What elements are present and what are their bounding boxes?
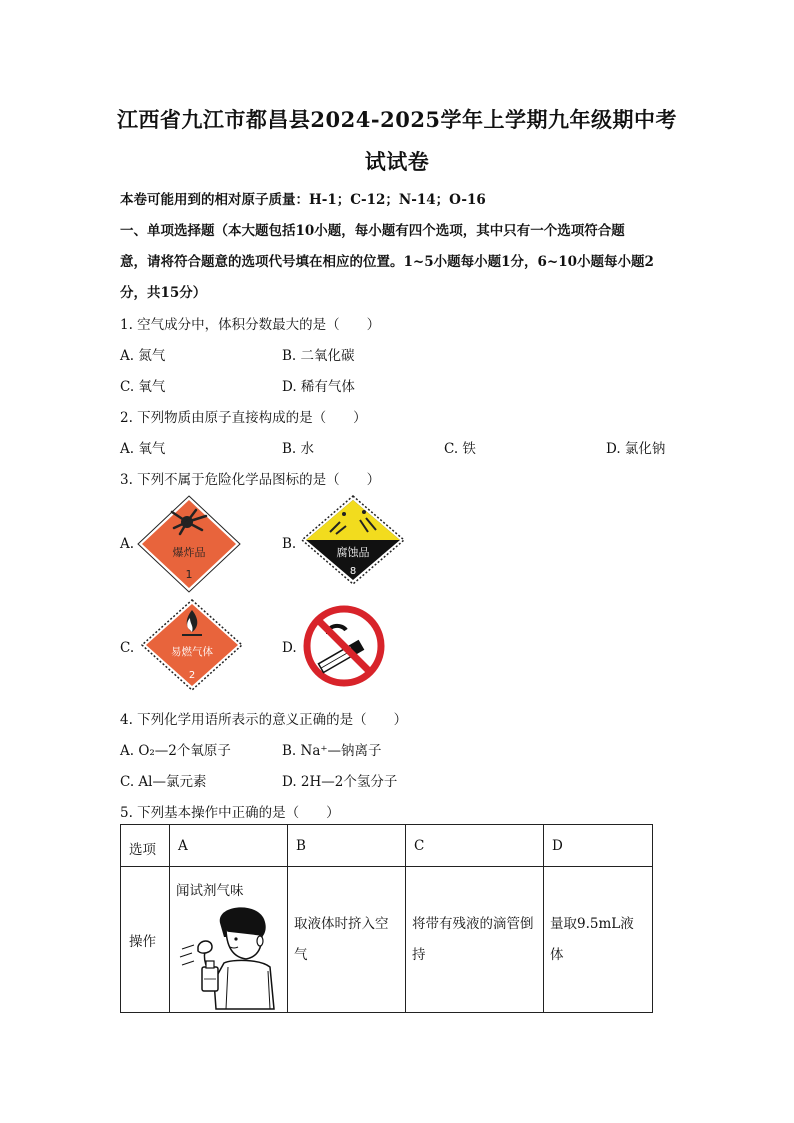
corrosive-sign-text: 腐蚀品 [336,546,370,559]
q3-option-c-label: C. [120,640,135,656]
exam-title-line1: 江西省九江市都昌县2024-2025学年上学期九年级期中考 [116,107,678,132]
q4-option-c: C. Al—氯元素 [120,774,207,790]
q1-option-c: C. 氧气 [120,379,166,395]
q2-option-a: A. 氧气 [120,441,166,457]
atomic-masses: 本卷可能用到的相对原子质量：H-1；C-12；N-14；O-16 [120,192,486,208]
table-header-a: A [178,838,188,854]
q4-option-b: B. Na⁺—钠离子 [282,743,382,759]
smelling-reagent-illustration-icon [176,901,280,1011]
exam-title-line2: 试试卷 [364,149,430,174]
option-c-text: 将带有残液的滴管倒持 [412,915,534,963]
corrosive-sign-icon [300,494,406,586]
q5-stem: 5. 下列基本操作中正确的是（ ） [120,805,340,821]
table-header-d: D [552,838,563,854]
table-header-option: 选项 [129,842,156,858]
table-row [121,867,653,1013]
q2-option-c: C. 铁 [444,441,476,457]
row-label-operation: 操作 [129,933,156,950]
flammable-gas-sign-icon [140,598,244,692]
q1-stem: 1. 空气成分中，体积分数最大的是（ ） [120,317,381,333]
section-instructions-3: 分，共15分） [120,285,207,301]
flammable-sign-number: 2 [188,670,196,681]
table-header-b: B [296,838,306,854]
option-b-text: 取液体时挤入空气 [294,915,389,963]
no-smoking-sign-icon [302,604,386,688]
section-instructions-2: 意，请将符合题意的选项代号填在相应的位置。1~5小题每小题1分，6~10小题每小题2 [120,254,654,270]
q4-option-a: A. O₂—2个氧原子 [120,743,231,759]
q1-option-d: D. 稀有气体 [282,379,355,395]
table-header-c: C [414,838,425,854]
option-a-caption: 闻试剂气味 [176,883,244,899]
q1-option-a: A. 氮气 [120,348,166,364]
corrosive-sign-number: 8 [349,566,357,577]
explosive-sign-icon [136,494,242,594]
section-instructions-1: 一、单项选择题（本大题包括10小题，每小题有四个选项，其中只有一个选项符合题 [120,223,625,239]
explosive-sign-number: 1 [185,568,193,581]
q2-option-b: B. 水 [282,441,315,457]
table-header-row [121,825,653,867]
q3-option-d-label: D. [282,640,297,656]
q3-option-a-label: A. [120,536,135,552]
explosive-sign-text: 爆炸品 [172,546,206,559]
q3-stem: 3. 下列不属于危险化学品图标的是（ ） [120,472,381,488]
option-d-text: 量取9.5mL液体 [550,915,634,963]
q2-option-d: D. 氯化钠 [606,441,666,457]
q1-option-b: B. 二氧化碳 [282,348,355,364]
q3-option-b-label: B. [282,536,297,552]
q4-stem: 4. 下列化学用语所表示的意义正确的是（ ） [120,712,408,728]
flammable-sign-text: 易燃气体 [171,646,213,658]
q4-option-d: D. 2H—2个氢分子 [282,774,398,790]
q2-stem: 2. 下列物质由原子直接构成的是（ ） [120,410,367,426]
operations-table [120,824,653,1013]
